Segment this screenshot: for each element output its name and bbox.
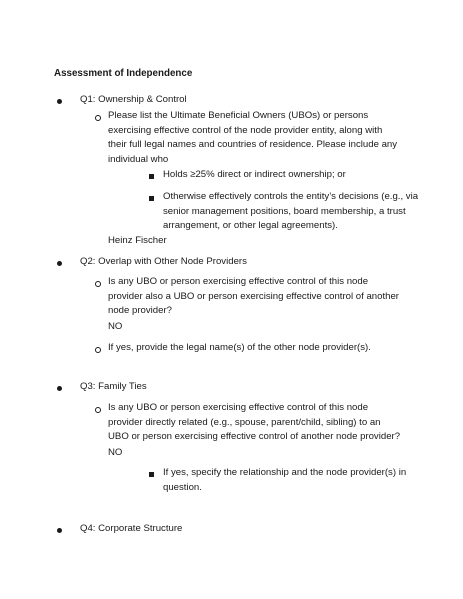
q1-criterion-bullet (149, 174, 154, 179)
q3-heading: Q3: Family Ties (80, 381, 147, 392)
q3-question-line: Is any UBO or person exercising effective control of this node (108, 402, 369, 413)
q3-bullet (57, 386, 62, 391)
q4-bullet (57, 528, 62, 533)
q1-question-line: exercising effective control of the node provider entity, along with (108, 124, 383, 136)
q3-question (108, 401, 400, 445)
q3-followup-bullet (149, 472, 154, 477)
q1-question-line: Please list the Ultimate Beneficial Owners (UBOs) or persons (108, 110, 369, 121)
q2-question-line: provider also a UBO or person exercising effective control of another (108, 290, 399, 302)
q2-question-bullet (95, 281, 101, 287)
q3-followup-line: If yes, specify the relationship and the node provider(s) in (163, 467, 407, 478)
q2-bullet (57, 261, 62, 266)
q3-answer: NO (108, 447, 123, 458)
q1-answer: Heinz Fischer (108, 235, 167, 246)
q1-question (108, 109, 397, 167)
q1-criterion-bullet (149, 196, 154, 201)
q1-criterion-line: arrangement, or other legal agreements). (163, 220, 338, 232)
q3-question-bullet (95, 407, 101, 413)
q3-question-line: provider directly related (e.g., spouse, parent/child, sibling) to an (108, 416, 381, 428)
q1-bullet (57, 99, 62, 104)
q2-heading: Q2: Overlap with Other Node Providers (80, 256, 247, 267)
q1-criterion-line: Otherwise effectively controls the entity’s decisions (e.g., via (163, 191, 419, 202)
q2-followup-bullet (95, 347, 101, 353)
document-title: Assessment of Independence (54, 68, 193, 79)
q4-heading: Q4: Corporate Structure (80, 523, 183, 534)
q2-answer: NO (108, 321, 123, 332)
q3-question-line: UBO or person exercising effective control of another node provider? (108, 431, 401, 443)
q1-heading: Q1: Ownership & Control (80, 94, 187, 105)
q1-criterion-ownership: Holds ≥25% direct or indirect ownership; or (163, 169, 346, 180)
q2-question-line: Is any UBO or person exercising effective control of this node (108, 276, 369, 287)
q1-criterion-line: senior management positions, board membership, a trust (163, 205, 406, 217)
q2-followup: If yes, provide the legal name(s) of the other node provider(s). (108, 342, 371, 353)
q3-followup-line: question. (163, 481, 202, 493)
q1-criterion-control (163, 190, 418, 234)
q2-question (108, 275, 399, 319)
q2-question-line: node provider? (108, 305, 173, 317)
q1-question-line: individual who (108, 153, 169, 165)
q1-question-line: their full legal names and countries of residence. Please include any (108, 139, 398, 151)
q3-followup (163, 466, 406, 495)
q1-question-bullet (95, 115, 101, 121)
